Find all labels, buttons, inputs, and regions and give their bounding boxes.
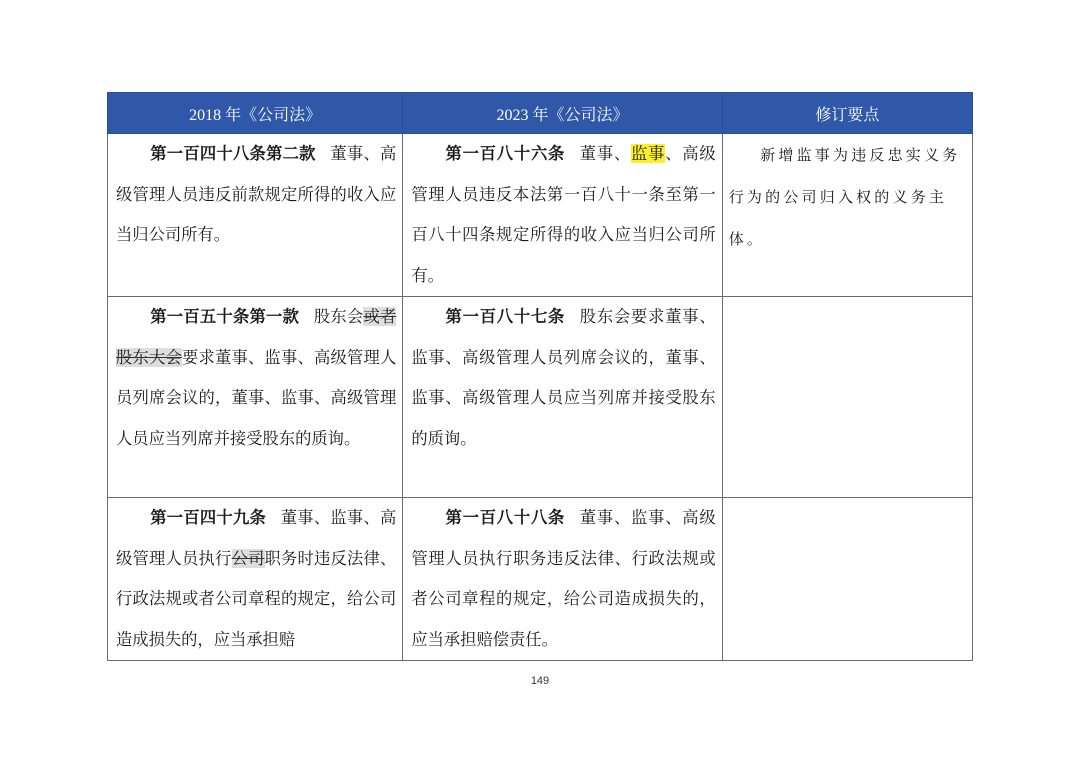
clause-text: 董事、高级管理人员违反前款规定所得的收入应当归公司所有。 (116, 144, 397, 244)
article-number: 第一百四十八条第二款 (150, 144, 316, 163)
table-row (108, 297, 973, 498)
clause-text: 董事、监事、高级管理人员执行职务违反法律、行政法规或者公司章程的规定，给公司造成损失的，应当承担赔偿责任。 (411, 508, 716, 649)
old-law-cell (108, 134, 403, 297)
clause-text: 、高级管理人员违反本法第一百八十一条至第一百八十四条规定所得的收入应当归公司所有。 (411, 144, 716, 285)
table-row (108, 498, 973, 661)
clause-text: 股东会 (313, 307, 364, 326)
article-number: 第一百四十九条 (150, 508, 267, 527)
header-2018-law: 2018 年《公司法》 (108, 93, 403, 134)
clause-text: 要求董事、监事、高级管理人员列席会议的，董事、监事、高级管理人员应当列席并接受股东的质询。 (116, 347, 397, 448)
new-law-text (403, 297, 721, 459)
old-law-text (108, 134, 402, 256)
table-row (108, 134, 973, 297)
old-law-cell (108, 297, 403, 498)
old-law-text (108, 498, 402, 660)
new-law-text (403, 134, 721, 296)
highlighted-text: 监事 (631, 144, 666, 163)
clause-text: 董事、 (579, 144, 632, 163)
page-number: 149 (530, 675, 550, 687)
revision-note: 新增监事为违反忠实义务行为的公司归入权的义务主体。 (728, 146, 961, 248)
new-law-cell (403, 498, 722, 661)
table-header-row (108, 93, 973, 134)
article-number: 第一百五十条第一款 (150, 307, 300, 326)
header-revision-points: 修订要点 (722, 93, 972, 134)
old-law-cell (108, 498, 403, 661)
clause-text: 股东会要求董事、监事、高级管理人员列席会议的，董事、监事、高级管理人员应当列席并接受股东的质询。 (411, 307, 716, 448)
new-law-cell (403, 134, 722, 297)
revision-note-cell (722, 134, 972, 297)
article-number: 第一百八十七条 (445, 307, 566, 326)
article-number: 第一百八十六条 (445, 144, 566, 163)
new-law-text (403, 498, 721, 660)
comparison-table (107, 92, 973, 661)
deleted-text: 或者股东大会 (116, 307, 397, 367)
revision-note-cell (722, 498, 972, 661)
new-law-cell (403, 297, 722, 498)
header-2023-law: 2023 年《公司法》 (403, 93, 722, 134)
revision-note-cell (722, 297, 972, 498)
article-number: 第一百八十八条 (445, 508, 566, 527)
clause-text: 董事、监事、高级管理人员执行 (116, 508, 397, 568)
old-law-text (108, 297, 402, 459)
clause-text: 职务时违反法律、行政法规或者公司章程的规定，给公司造成损失的，应当承担赔 (116, 548, 397, 649)
deleted-text: 公司 (231, 548, 265, 568)
